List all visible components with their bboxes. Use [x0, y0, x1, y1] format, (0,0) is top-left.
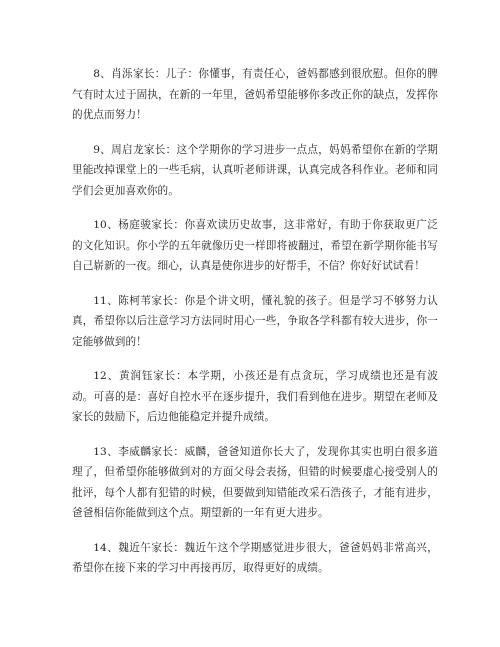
- paragraph-comment-10: 10、杨庭骏家长：你喜欢读历史故事，这非常好，有助于你获取更广泛的文化知识。你小学的五年就像历史一样即将被翻过，希望在新学期你能书写自己崭新的一夜。细心，认真是使你进步的好帮手，不信？你好好试试看！: [72, 219, 438, 272]
- document-body: [72, 64, 438, 593]
- paragraph-comment-14: 14、魏近午家长：魏近午这个学期感觉进步很大，爸爸妈妈非常高兴，希望你在接下来的学习中再接再厉，取得更好的成绩。: [72, 541, 438, 574]
- paragraph-comment-8: 8、肖泺家长：儿子：你懂事，有责任心，爸妈都感到很欣慰。但你的脾气有时太过于固执，在新的一年里，爸妈希望能够你多改正你的缺点，发挥你的优点而努力！: [72, 68, 438, 121]
- paragraph-comment-11: 11、陈柯苇家长：你是个讲文明，懂礼貌的孩子。但是学习不够努力认真，希望你以后注意学习方法同时用心一些，争取各学科都有较大进步，你一定能够做到的！: [72, 294, 438, 348]
- paragraph-comment-9: 9、周启龙家长：这个学期你的学习进步一点点，妈妈希望你在新的学期里能改掉课堂上的一些毛病，认真听老师讲课，认真完成各科作业。老师和同学们会更加喜欢你的。: [72, 143, 438, 197]
- paragraph-comment-13: 13、李威麟家长：威麟，爸爸知道你长大了，发现你其实也明白很多道理了，但希望你能够做到对的方面父母会表扬，但错的时候要虚心接受别人的批评，每个人都有犯错的时候，但要做到知错能改采石浩孩子，才能有进步，爸爸相信你能做到这个点。期望新的一年有更大进步。: [72, 445, 438, 519]
- paragraph-comment-12: 12、黄润钰家长：本学期，小孩还是有点贪玩，学习成绩也还是有波动。可喜的是：喜好自控水平在逐步提升，我们看到他在进步。期望在老师及家长的鼓励下，后边他能稳定并提升成绩。: [72, 370, 438, 423]
